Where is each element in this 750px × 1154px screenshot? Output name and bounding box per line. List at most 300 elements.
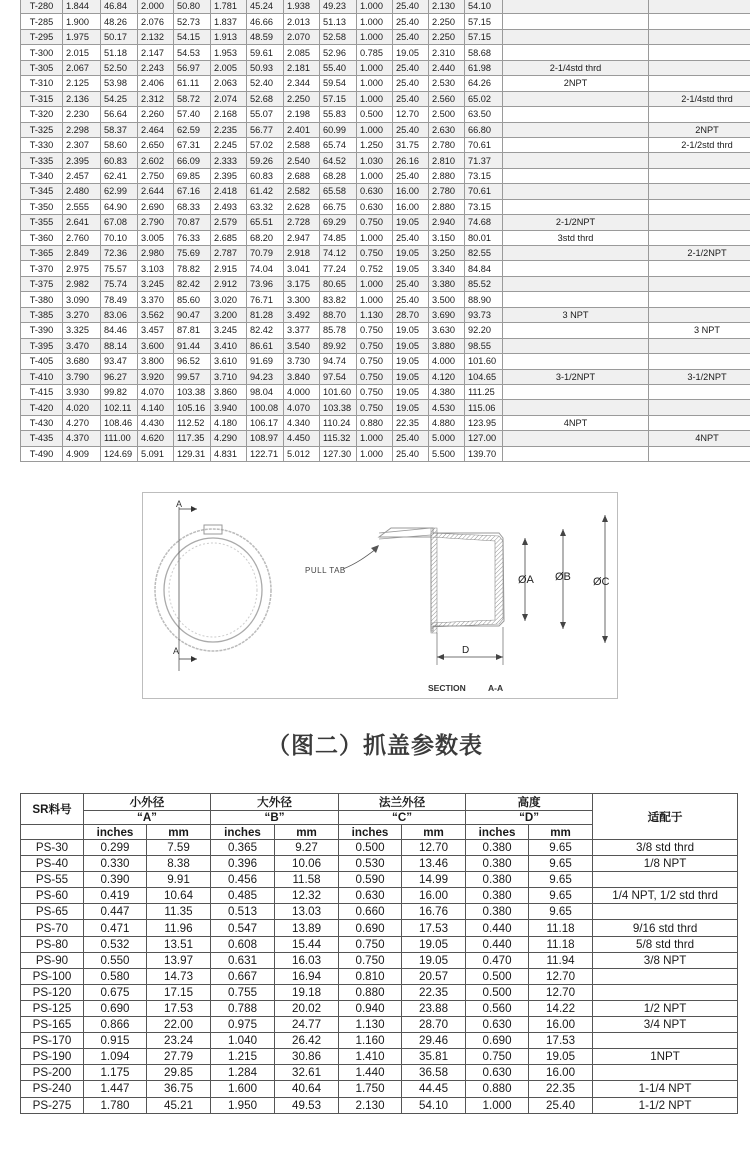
cap-table-row-cell: 1.160 (339, 1033, 402, 1049)
top-table-row (21, 60, 750, 75)
cap-table-row-cell: 16.76 (402, 904, 466, 920)
top-table-row-cell: 72.36 (101, 246, 138, 261)
cap-table-row-cell: 0.330 (84, 856, 147, 872)
top-table-row-cell: 101.60 (465, 354, 503, 369)
top-table-row-cell: 2.312 (138, 91, 174, 106)
top-table-row-cell: 16.00 (393, 184, 429, 199)
top-table-row-cell: 2.418 (211, 184, 247, 199)
top-table-row (21, 276, 750, 291)
top-table-row-cell: 2.250 (429, 14, 465, 29)
top-table-row-cell: 3.930 (63, 384, 101, 399)
top-table-row-cell: T-310 (21, 76, 63, 91)
top-table-row-cell: T-355 (21, 215, 63, 230)
top-table-row-cell: 91.44 (174, 338, 211, 353)
top-table-row (21, 0, 750, 14)
cap-table-row (21, 1017, 738, 1033)
cap-table-row-cell: 0.590 (339, 872, 402, 888)
top-table-row (21, 168, 750, 183)
top-table-row-cell (503, 29, 649, 44)
top-table-row-cell: 55.07 (247, 107, 284, 122)
top-table-row-cell: 58.72 (174, 91, 211, 106)
cap-table-row-cell: 0.940 (339, 1000, 402, 1016)
top-table-row-cell: 62.59 (174, 122, 211, 137)
top-table-row-cell: 2.307 (63, 137, 101, 152)
section-label: SECTION (428, 683, 466, 693)
top-table-row-cell: T-325 (21, 122, 63, 137)
top-table-row-cell: 3.920 (138, 369, 174, 384)
top-table-row-cell: 3.245 (138, 276, 174, 291)
cap-table-row-cell: 0.471 (84, 920, 147, 936)
cap-table-row-cell: 9.65 (529, 856, 593, 872)
top-table-row-cell: 2.298 (63, 122, 101, 137)
cap-table-row-cell: 29.85 (147, 1065, 211, 1081)
cap-table-row-cell: 1.447 (84, 1081, 147, 1097)
top-table-row-cell: 2.181 (284, 60, 320, 75)
top-table-row-cell: 62.41 (101, 168, 138, 183)
cap-table-row-cell: 0.810 (339, 968, 402, 984)
cap-table-row-cell: 0.580 (84, 968, 147, 984)
cap-table-row-cell: 0.380 (466, 888, 529, 904)
top-table-row-cell: 56.97 (174, 60, 211, 75)
cap-table-row (21, 1000, 738, 1016)
top-table-row-cell: 19.05 (393, 323, 429, 338)
top-table-row (21, 338, 750, 353)
top-table-row-cell: 82.42 (174, 276, 211, 291)
top-table-row-cell: 67.16 (174, 184, 211, 199)
top-table-row-cell: 2.235 (211, 122, 247, 137)
top-table-row-cell: 1.130 (357, 307, 393, 322)
cap-table-row-cell: 11.18 (529, 936, 593, 952)
top-table-row-cell (649, 307, 750, 322)
top-table-row-cell: 22.35 (393, 415, 429, 430)
top-table-row-cell (503, 446, 649, 461)
top-table-row-cell: 1.844 (63, 0, 101, 14)
top-table-row-cell (503, 45, 649, 60)
cap-table-row-cell: PS-55 (21, 872, 84, 888)
cap-table-row-cell: 12.70 (402, 840, 466, 856)
top-table-row-cell: 70.87 (174, 215, 211, 230)
top-table-row-cell: 0.750 (357, 323, 393, 338)
top-table-row-cell: 2.136 (63, 91, 101, 106)
top-table-row-cell: 117.35 (174, 431, 211, 446)
top-table-row-cell: 103.38 (320, 400, 357, 415)
cap-table-row-cell: PS-80 (21, 936, 84, 952)
group-c-symbol: “C” (339, 811, 466, 825)
top-table-row-cell (649, 276, 750, 291)
top-table-row-cell: T-350 (21, 199, 63, 214)
top-table-row-cell: 19.05 (393, 261, 429, 276)
top-table-row-cell: T-370 (21, 261, 63, 276)
top-table-row-cell: 61.42 (247, 184, 284, 199)
top-table-row-cell (649, 415, 750, 430)
top-table-row-cell: 55.83 (320, 107, 357, 122)
top-table-row-cell: 57.02 (247, 137, 284, 152)
cap-table-row-cell: PS-100 (21, 968, 84, 984)
cap-table-row-cell: 20.02 (275, 1000, 339, 1016)
top-table-row-cell: T-385 (21, 307, 63, 322)
top-table-row-cell: 66.09 (174, 153, 211, 168)
section-id: A-A (488, 683, 504, 693)
top-table-row-cell: 97.54 (320, 369, 357, 384)
cap-table-row (21, 856, 738, 872)
top-table-row-cell: 2.628 (284, 199, 320, 214)
top-table-row-cell: 57.15 (320, 91, 357, 106)
top-table-row-cell: 3.175 (284, 276, 320, 291)
top-table-row-cell: 4.290 (211, 431, 247, 446)
top-table-row-cell (649, 0, 750, 14)
top-table-row-cell: 101.60 (320, 384, 357, 399)
top-table-row-cell: 0.630 (357, 199, 393, 214)
top-table-row-cell: 82.42 (247, 323, 284, 338)
top-table-row-cell: 68.28 (320, 168, 357, 183)
top-table-row-cell: 2.230 (63, 107, 101, 122)
top-table-row (21, 29, 750, 44)
top-table-row-cell: 129.31 (174, 446, 211, 461)
cap-table-row-cell: PS-30 (21, 840, 84, 856)
top-table-row-cell: 59.61 (247, 45, 284, 60)
top-table-row-cell: 60.83 (247, 168, 284, 183)
top-table-row-cell: 60.99 (320, 122, 357, 137)
top-table-row-cell: 0.785 (357, 45, 393, 60)
top-table-row-cell: 2.530 (429, 76, 465, 91)
top-table-row-cell: T-340 (21, 168, 63, 183)
unit-mm: mm (402, 825, 466, 840)
top-table-row-cell: 57.40 (174, 107, 211, 122)
top-table-row-cell: 56.77 (247, 122, 284, 137)
cap-table-row-cell: 0.880 (339, 984, 402, 1000)
cap-table-row-cell: 13.46 (402, 856, 466, 872)
top-table-row-cell: 3-1/2NPT (649, 369, 750, 384)
top-table-row-cell (649, 153, 750, 168)
top-table-row-cell: 28.70 (393, 307, 429, 322)
top-table-row-cell: T-430 (21, 415, 63, 430)
dim-c-label: ØC (593, 576, 610, 588)
top-table-row-cell: 2.810 (429, 153, 465, 168)
top-table-row-cell: 2.406 (138, 76, 174, 91)
cap-table-row-cell: 20.57 (402, 968, 466, 984)
top-table-row-cell: 2.790 (138, 215, 174, 230)
cap-table-row-cell: PS-65 (21, 904, 84, 920)
cap-table-row-cell: 13.03 (275, 904, 339, 920)
top-table-row-cell: 2.787 (211, 246, 247, 261)
top-table-row-cell (649, 400, 750, 415)
cap-table-row-cell: 24.77 (275, 1017, 339, 1033)
top-table-row-cell: T-380 (21, 292, 63, 307)
cap-table-row-cell: 13.51 (147, 936, 211, 952)
top-table-row-cell: T-435 (21, 431, 63, 446)
top-table-row-cell: 111.00 (101, 431, 138, 446)
top-table-row-cell: 2.085 (284, 45, 320, 60)
cap-table-row (21, 984, 738, 1000)
cap-table-row-cell: 12.70 (529, 984, 593, 1000)
cap-table-row-cell: 1-1/4 NPT (593, 1081, 738, 1097)
top-table-row-cell: T-365 (21, 246, 63, 261)
cap-table-row-cell: 36.58 (402, 1065, 466, 1081)
top-table-row-cell: 2.250 (429, 29, 465, 44)
cap-table-row-cell: 0.690 (84, 1000, 147, 1016)
top-table-row-cell: 75.69 (174, 246, 211, 261)
top-table-row-cell: 2.260 (138, 107, 174, 122)
cap-table-row-cell: 0.456 (211, 872, 275, 888)
cap-table-row-cell: 35.81 (402, 1049, 466, 1065)
top-table-row-cell (503, 261, 649, 276)
top-table-row-cell: 70.61 (465, 137, 503, 152)
top-table-row-cell: T-330 (21, 137, 63, 152)
top-table-row-cell: 3.103 (138, 261, 174, 276)
cap-table-row-cell: 0.390 (84, 872, 147, 888)
top-table-row-cell: 103.38 (174, 384, 211, 399)
top-table-row-cell: 45.24 (247, 0, 284, 14)
top-table-row-cell: 76.71 (247, 292, 284, 307)
top-table-row-cell: 2-1/4std thrd (503, 60, 649, 75)
top-table-row-cell: 64.90 (101, 199, 138, 214)
top-table-row-cell: 100.08 (247, 400, 284, 415)
top-table-row-cell: 66.75 (320, 199, 357, 214)
top-table-row-cell: 123.95 (465, 415, 503, 430)
top-table-row-cell (503, 137, 649, 152)
cap-table-row-cell: 1.284 (211, 1065, 275, 1081)
top-table-row-cell: T-335 (21, 153, 63, 168)
top-table-row-cell: 2.395 (211, 168, 247, 183)
dim-b-label: ØB (555, 571, 571, 583)
top-table-row-cell: 2.880 (429, 168, 465, 183)
cap-table-row-cell (593, 1065, 738, 1081)
cap-table-row-cell: 13.89 (275, 920, 339, 936)
cap-table-row-cell: 30.86 (275, 1049, 339, 1065)
top-table-row-cell: 2.750 (138, 168, 174, 183)
top-table-row-cell: 2.947 (284, 230, 320, 245)
top-table-row-cell: 3.690 (429, 307, 465, 322)
top-table-row-cell: 75.57 (101, 261, 138, 276)
top-table-row-cell: 19.05 (393, 354, 429, 369)
top-table-row-cell: 98.55 (465, 338, 503, 353)
top-table-row-cell: 3.840 (284, 369, 320, 384)
top-table-row-cell: 2.560 (429, 91, 465, 106)
top-table-row-cell: 1.000 (357, 91, 393, 106)
cap-table-row (21, 1081, 738, 1097)
top-table-row-cell: 4.270 (63, 415, 101, 430)
top-table-row-cell: 3.500 (429, 292, 465, 307)
top-table-row-cell: 52.96 (320, 45, 357, 60)
top-table-row-cell: 3.940 (211, 400, 247, 415)
sr-header: SR料号 (21, 794, 84, 825)
top-table-row (21, 230, 750, 245)
cap-table-row-cell: 9.91 (147, 872, 211, 888)
top-table-row-cell: 2.982 (63, 276, 101, 291)
top-table-row-cell: 3.150 (429, 230, 465, 245)
top-table-row-cell: 2.070 (284, 29, 320, 44)
top-table-row-cell (503, 276, 649, 291)
pull-tab-label: PULL TAB (305, 566, 346, 575)
top-table-row-cell: 61.11 (174, 76, 211, 91)
cap-table-row-cell: 1.780 (84, 1097, 147, 1113)
top-table-row-cell: 115.06 (465, 400, 503, 415)
top-table-body (21, 0, 750, 462)
top-table-row-cell: 2.440 (429, 60, 465, 75)
cap-table-row-cell: 0.750 (339, 952, 402, 968)
top-table-row-cell: 89.92 (320, 338, 357, 353)
top-table-row-cell: 122.71 (247, 446, 284, 461)
top-table-row (21, 153, 750, 168)
cap-table-row-cell: 1.215 (211, 1049, 275, 1065)
top-table-row-cell (503, 153, 649, 168)
cap-table-row-cell: 1.600 (211, 1081, 275, 1097)
cap-table-row-cell: 13.97 (147, 952, 211, 968)
top-table-row-cell (503, 107, 649, 122)
top-table-row-cell: 71.37 (465, 153, 503, 168)
cap-table-row-cell: 40.64 (275, 1081, 339, 1097)
top-table-row-cell: 2.760 (63, 230, 101, 245)
top-table-row-cell: 90.47 (174, 307, 211, 322)
top-table-row-cell (503, 400, 649, 415)
group-a-name: 小外径 (84, 794, 211, 811)
cap-table-row-cell: 11.58 (275, 872, 339, 888)
top-table-row (21, 215, 750, 230)
top-table-row-cell: 25.40 (393, 14, 429, 29)
cap-table-row-cell: 23.24 (147, 1033, 211, 1049)
top-table-row-cell (649, 45, 750, 60)
cap-table-row (21, 840, 738, 856)
cap-table-row-cell: 17.53 (402, 920, 466, 936)
top-table-row-cell (649, 215, 750, 230)
top-table-row-cell: 83.06 (101, 307, 138, 322)
cap-table-row-cell: 0.530 (339, 856, 402, 872)
top-table-row-cell: 99.57 (174, 369, 211, 384)
cap-table-row-cell: 14.22 (529, 1000, 593, 1016)
cap-table-row-cell: 1.750 (339, 1081, 402, 1097)
cap-table-row (21, 904, 738, 920)
top-table-row-cell (649, 354, 750, 369)
top-table-row-cell: 78.49 (101, 292, 138, 307)
top-table-row-cell: 105.16 (174, 400, 211, 415)
top-table-row-cell: 87.81 (174, 323, 211, 338)
cap-table-row-cell: 1/4 NPT, 1/2 std thrd (593, 888, 738, 904)
unit-mm: mm (275, 825, 339, 840)
top-table-row-cell: 2-1/4std thrd (649, 91, 750, 106)
top-table-row-cell: 3.005 (138, 230, 174, 245)
top-table-row-cell: 70.61 (465, 184, 503, 199)
top-table-row-cell: 46.66 (247, 14, 284, 29)
top-table-row-cell: 0.750 (357, 369, 393, 384)
cap-table-row-cell: 8.38 (147, 856, 211, 872)
top-table-row-cell: 1.000 (357, 29, 393, 44)
top-table-row-cell: 61.98 (465, 60, 503, 75)
top-table-row-cell (649, 29, 750, 44)
top-table-row-cell: 65.02 (465, 91, 503, 106)
cap-table-row-cell: PS-165 (21, 1017, 84, 1033)
top-table-row-cell: 2.940 (429, 215, 465, 230)
cap-table-row-cell: 0.630 (466, 1017, 529, 1033)
top-table-row (21, 76, 750, 91)
top-table-row-cell: 2.480 (63, 184, 101, 199)
top-table-row-cell: 127.30 (320, 446, 357, 461)
cap-table-row-cell: 0.299 (84, 840, 147, 856)
top-table-row-cell: 108.46 (101, 415, 138, 430)
cap-table-body (21, 840, 738, 1114)
top-table-row-cell: 2.074 (211, 91, 247, 106)
top-table-row-cell: 67.08 (101, 215, 138, 230)
top-table-row-cell: 3.457 (138, 323, 174, 338)
cap-table-row-cell: 11.18 (529, 920, 593, 936)
top-table-row-cell: 112.52 (174, 415, 211, 430)
top-table-row-cell: 25.40 (393, 292, 429, 307)
top-table-row-cell: 85.78 (320, 323, 357, 338)
top-table-row-cell: 2.849 (63, 246, 101, 261)
cap-table-row-cell: 0.631 (211, 952, 275, 968)
cap-table-row-cell: 19.05 (529, 1049, 593, 1065)
unit-mm: mm (529, 825, 593, 840)
cap-table-row-cell (593, 872, 738, 888)
top-table-row-cell: 111.25 (465, 384, 503, 399)
cap-table-row-cell: PS-240 (21, 1081, 84, 1097)
top-table-row-cell: 2.685 (211, 230, 247, 245)
cap-table-row-cell: 17.53 (529, 1033, 593, 1049)
cap-table-row (21, 968, 738, 984)
top-table-row-cell: 50.17 (101, 29, 138, 44)
top-table-row-cell: 4.000 (429, 354, 465, 369)
top-table-row-cell: 75.74 (101, 276, 138, 291)
top-table-row-cell: 73.96 (247, 276, 284, 291)
cap-table-row-cell: 10.06 (275, 856, 339, 872)
top-table-row-cell: T-285 (21, 14, 63, 29)
cap-table-row-cell: 23.88 (402, 1000, 466, 1016)
top-table-row-cell: 4.370 (63, 431, 101, 446)
top-table-row-cell: 2.013 (284, 14, 320, 29)
top-table-row-cell: 2.395 (63, 153, 101, 168)
top-table-row (21, 400, 750, 415)
cap-table-row-cell: 0.866 (84, 1017, 147, 1033)
cap-table-row-cell: 1/8 NPT (593, 856, 738, 872)
top-table-row-cell: 82.55 (465, 246, 503, 261)
top-table-row-cell: 50.93 (247, 60, 284, 75)
top-table-row-cell: 1.000 (357, 14, 393, 29)
cap-table-row-cell: 44.45 (402, 1081, 466, 1097)
top-table-row-cell: 2.067 (63, 60, 101, 75)
top-table-row-cell: 3.540 (284, 338, 320, 353)
top-table-row-cell: 3.200 (211, 307, 247, 322)
top-table-row (21, 122, 750, 137)
unit-inches: inches (466, 825, 529, 840)
top-table-row-cell: 53.98 (101, 76, 138, 91)
top-table-row-cell: 3.245 (211, 323, 247, 338)
top-table-row-cell: 4.000 (284, 384, 320, 399)
top-table-row-cell: 1.000 (357, 168, 393, 183)
cap-table-row-cell: 1.094 (84, 1049, 147, 1065)
group-b-name: 大外径 (211, 794, 339, 811)
top-table-row-cell: 3.470 (63, 338, 101, 353)
cap-table-row-cell: 22.00 (147, 1017, 211, 1033)
top-table-row-cell: 5.500 (429, 446, 465, 461)
top-table-row-cell: 3.600 (138, 338, 174, 353)
top-table-row-cell (503, 122, 649, 137)
top-table-row (21, 431, 750, 446)
top-table-row-cell (503, 91, 649, 106)
top-table-row-cell: 94.23 (247, 369, 284, 384)
top-table-row-cell: 4.120 (429, 369, 465, 384)
top-table-row-cell: T-390 (21, 323, 63, 338)
top-table-row-cell: 106.17 (247, 415, 284, 430)
cap-table-row (21, 1065, 738, 1081)
top-table-row-cell (649, 184, 750, 199)
top-table-row-cell (503, 384, 649, 399)
top-table-row (21, 137, 750, 152)
top-table-row-cell: 124.69 (101, 446, 138, 461)
top-table-row-cell: 3-1/2NPT (503, 369, 649, 384)
top-table-row-cell: 2.582 (284, 184, 320, 199)
top-table-row-cell: 25.40 (393, 276, 429, 291)
top-table-row-cell: 70.10 (101, 230, 138, 245)
top-table-row-cell: 2.147 (138, 45, 174, 60)
